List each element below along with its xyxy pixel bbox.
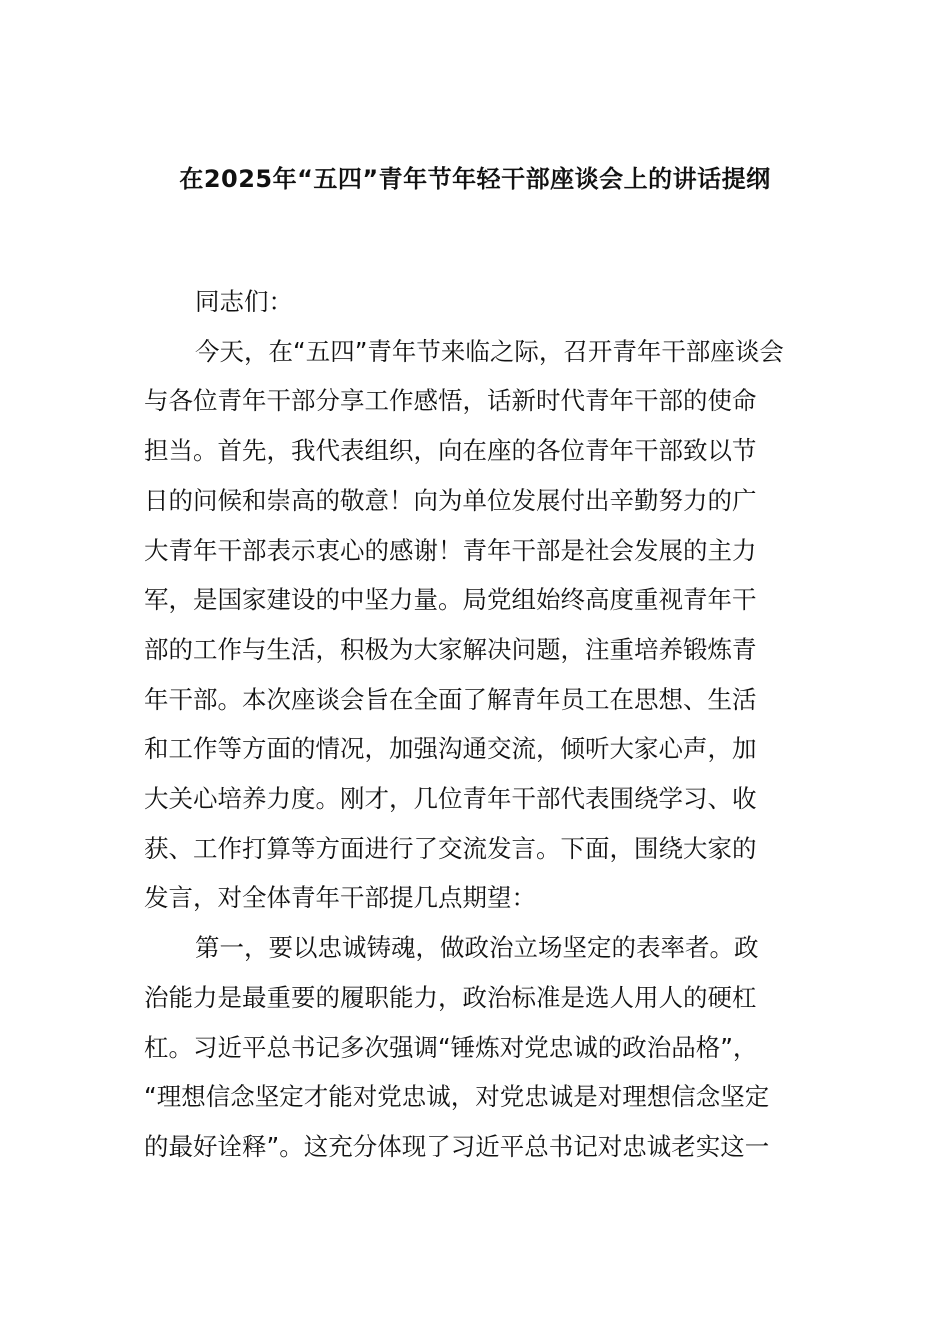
document-body — [144, 277, 808, 1172]
salutation-line: 同志们： — [195, 287, 293, 316]
body-line: “理想信念坚定才能对党忠诚，对党忠诚是对理想信念坚定 — [144, 1082, 770, 1112]
body-line: 部的工作与生活，积极为大家解决问题，注重培养锻炼青 — [144, 634, 757, 664]
body-line: 的最好诠释”。这充分体现了习近平总书记对忠诚老实这一 — [144, 1131, 770, 1161]
body-line: 和工作等方面的情况，加强沟通交流，倾听大家心声，加 — [144, 734, 757, 764]
body-line: 发言，对全体青年干部提几点期望： — [144, 883, 536, 913]
body-line: 治能力是最重要的履职能力，政治标准是选人用人的硬杠 — [144, 982, 757, 1012]
body-line: 日的问候和崇高的敬意！向为单位发展付出辛勤努力的广 — [144, 485, 757, 515]
body-line: 杠。习近平总书记多次强调“锤炼对党忠诚的政治品格”， — [144, 1032, 758, 1062]
document-title: 在2025年“五四”青年节年轻干部座谈会上的讲话提纲 — [179, 165, 771, 193]
body-line: 与各位青年干部分享工作感悟，话新时代青年干部的使命 — [144, 386, 757, 416]
body-line: 第一，要以忠诚铸魂，做政治立场坚定的表率者。政 — [195, 933, 759, 963]
body-line: 军，是国家建设的中坚力量。局党组始终高度重视青年干 — [144, 585, 757, 615]
body-line: 大关心培养力度。刚才，几位青年干部代表围绕学习、收 — [144, 784, 757, 814]
body-line: 大青年干部表示衷心的感谢！青年干部是社会发展的主力 — [144, 535, 757, 565]
body-line: 今天，在“五四”青年节来临之际，召开青年干部座谈会 — [195, 336, 784, 366]
body-line: 年干部。本次座谈会旨在全面了解青年员工在思想、生活 — [144, 684, 757, 714]
body-line: 担当。首先，我代表组织，向在座的各位青年干部致以节 — [144, 436, 757, 466]
body-line: 获、工作打算等方面进行了交流发言。下面，围绕大家的 — [144, 833, 757, 863]
